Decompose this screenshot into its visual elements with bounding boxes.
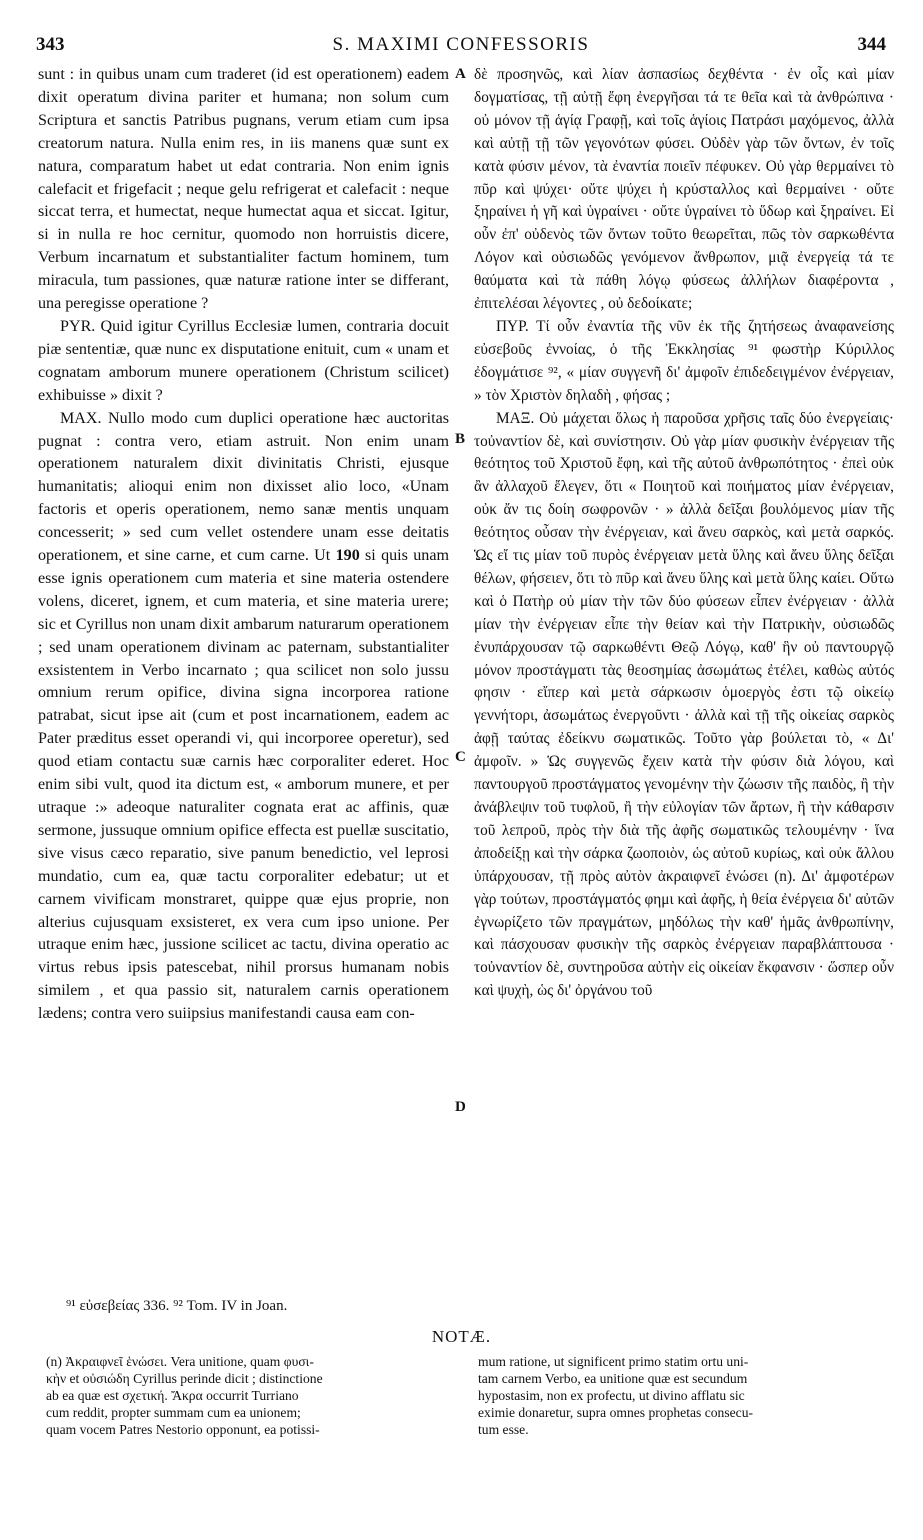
note-line: tum esse. bbox=[478, 1422, 529, 1437]
note-line: mum ratione, ut significent primo statim ortu uni- bbox=[478, 1354, 749, 1369]
notes-left-column bbox=[46, 1353, 461, 1438]
note-line: cum reddit, propter summam cum ea unionem; bbox=[46, 1405, 301, 1420]
note-line: κὴν et οὐσιώδη Cyrillus perinde dicit ; distinctione bbox=[46, 1371, 323, 1386]
note-line: hypostasim, non ex profectu, ut divino afflatu sic bbox=[478, 1388, 745, 1403]
greek-paragraph: δὲ προσηνῶς, καὶ λίαν ἀσπασίως δεχθέντα · ἐν οἷς καὶ μίαν δογματίσας, τῇ αὐτῇ ἔφη ἐνεργῆσαι τά τε θεῖα καὶ τὰ ἀνθρώπινα · οὐ μόνον τῇ ἁγίᾳ Γραφῇ, καὶ τοῖς ἁγίοις Πατράσι μαχόμενος, ἀλλὰ καὶ αὐτῇ τῇ τῶν γεγονότων φύσει. Οὐδὲν γὰρ τῶν ὄντων, ἐν τοῖς κατὰ φύσιν μένον, τὰ ἐναντία ποιεῖν πέφυκεν. Οὐ γὰρ θερμαίνει τὸ πῦρ καὶ ψύχει· οὔτε ψύχει ἡ κρύσταλλος καὶ θερμαίνει · οὔτε ξηραίνει ἡ γῆ καὶ ὑγραίνει · οὔτε ὑγραίνει τὸ ὕδωρ καὶ ξηραίνει. Εἰ οὖν ἐπ' οὐδενὸς τῶν ὄντων τοῦτο θεωρεῖται, πῶς τὸν σαρκωθέντα Λόγον καὶ οὐσιωδῶς γενόμενον ἄνθρωπον, μιᾷ ἐνεργείᾳ τά τε θαύματα καὶ τὰ πάθη λόγῳ φύσεως ἀλλήλων διαφέροντα , ἐπιτελέσαι λέγοντες , οὐ δεδοίκατε; bbox=[474, 66, 894, 313]
note-line: (n) Ἀκραιφνεῖ ἑνώσει. Vera unitione, quam φυσι- bbox=[46, 1354, 314, 1369]
greek-paragraph-maximus: ΜΑΞ. Οὐ μάχεται ὅλως ἡ παροῦσα χρῆσις ταῖς δύο ἐνεργείαις· τοὐναντίον δὲ, καὶ συνίστησιν. Οὐ γὰρ μίαν φυσικὴν ἐνέργειαν τῆς θεότητος τοῦ Χριστοῦ ἔφη, καὶ τῆς αὐτοῦ ἀνθρωπότητος · ἐπεὶ οὐκ ἂν ἀλλαχοῦ ἔλεγεν, ὅτι « Ποιητοῦ καὶ ποιήματος μίαν ἐνέργειαν, οὐκ ἄν τις δοίη σωφρονῶν · » ἀλλὰ δεῖξαι βουλόμενος μίαν τῆς θεότητος οὖσαν τὴν ἐνέργειαν, καὶ ἄνευ σαρκὸς, καὶ μετὰ σαρκός. Ὡς εἴ τις μίαν τοῦ πυρὸς ἐνέργειαν μετὰ ὕλης καὶ ἄνευ ὕλης δεῖξαι θέλων, φήσειεν, ὅτι τὸ πῦρ καὶ ἄνευ ὕλης καὶ μετὰ ὕλης καίει. Οὕτω καὶ ὁ Πατὴρ οὐ μίαν τὴν τῶν δύο φύσεων εἶπεν ἐνέργειαν · ἀλλὰ μίαν τὴν ἐνέργειαν εἶπε τὴν θείαν καὶ τὴν Πατρικὴν, οὐσιωδῶς ἐνυπάρχουσαν τῷ σαρκωθέντι Θεῷ Λόγῳ, καθ' ἣν οὐ παντουργῷ μόνον προστάγματι τὰς θεοσημίας ἀσωμάτως ἐτέλει, καθὼς αὐτός φησιν · εἴπερ καὶ μετὰ σάρκωσιν ὁμοεργὸς ἐστι τῷ οἰκείῳ γεννήτορι, ἀσωμάτως ἐνεργοῦντι · ἀλλὰ καὶ τῇ τῆς οἰκείας σαρκὸς ἀφῇ ταύτας ἐδείκνυ σωματικῶς. Τοῦτο γὰρ βούλεται τὸ, « Δι' ἀμφοῖν. » Ὡς συγγενῶς ἔχειν κατὰ τὴν φύσιν διὰ λόγου, καὶ παντουργοῦ προστάγματος γενομένην τὴν ζώωσιν τῆς παιδὸς, ἢ τὴν ἀνάβλεψιν τοῦ τυφλοῦ, ἢ τὴν εὐλογίαν τῶν ἄρτων, ἢ τὴν κάθαρσιν τοῦ λεπροῦ, πρὸς τὴν διὰ τῆς ἀφῆς σωματικῶς τελουμένην · ἵνα ἀποδείξῃ καὶ τὴν σάρκα ζωοποιὸν, ὡς αὐτοῦ κυρίως, καὶ οὐκ ἄλλου ὑπάρχουσαν, τῇ πρὸς αὐτὸν ἀκραιφνεῖ ἑνώσει (n). Δι' ἀμφοτέρων γὰρ τούτων, προστάγματός φημι καὶ ἀφῆς, ἡ θεία ἐνέργεια δι' αὐτῶν ἐγνωρίζετο τῶν πραγμάτων, μηδόλως τὴν καθ' ἡμᾶς ἀνθρωπίνην, καὶ πάσχουσαν φυσικὴν τῆς σαρκὸς ἐνέργειαν παραβλάπτουσα · τοὐναντίον δὲ, συντηροῦσα αὐτὴν εἰς οἰκείαν ἔκφανσιν · ὥσπερ οὖν καὶ ψυχὴ, ὡς δι' ὀργάνου τοῦ bbox=[474, 409, 894, 1000]
note-line: eximie donaretur, supra omnes prophetas consecu- bbox=[478, 1405, 754, 1420]
margin-marker-c: C bbox=[455, 749, 466, 765]
note-line: tam carnem Verbo, ea unitione quæ est secundum bbox=[478, 1371, 748, 1386]
page-number-left: 343 bbox=[36, 34, 65, 55]
latin-paragraph: sunt : in quibus unam cum traderet (id est operationem) eadem dixit operatum divina pariter et humana; non solum cum Scriptura et sanctis Patribus pugnans, verum etiam cum ipsa creatorum natura. Nulla enim res, in iis manens quæ sunt ex natura, comparatum habet ut edat contraria. Non enim ignis calefacit et frigefacit ; neque gelu refrigerat et calefacit : neque siccat terra, et humectat, neque humectat aqua et siccat. Igitur, si in nulla re hoc cernitur, quomodo non horruistis dicere, Verbum incarnatum et substantialiter factum hominem, tum miracula, tum passiones, quæ naturæ ratione inter se differant, una peregisse operatione ? bbox=[38, 66, 449, 313]
page-header bbox=[30, 34, 892, 60]
note-line: ab ea quæ est σχετική. Ἄκρα occurrit Turriano bbox=[46, 1388, 299, 1403]
notes-heading: NOTÆ. bbox=[431, 1327, 492, 1346]
note-line: quam vocem Patres Nestorio opponunt, ea potissi- bbox=[46, 1422, 320, 1437]
greek-paragraph-pyrrhus: ΠΥΡ. Τί οὖν ἐναντία τῆς νῦν ἐκ τῆς ζητήσεως ἀναφανείσης εὐσεβοῦς ἐννοίας, ὁ τῆς Ἐκκλησίας ⁹¹ φωστὴρ Κύριλλος ἐδογμάτισε ⁹², « μίαν συγγενῆ δι' ἀμφοῖν ἐπιδεδειγμένον ἐνέργειαν, » τὸν Χριστὸν δηλαδὴ , φήσας ; bbox=[474, 317, 894, 404]
notes-right-column bbox=[478, 1353, 890, 1438]
footnotes: ⁹¹ εὐσεβείας 336. ⁹² Tom. IV in Joan. bbox=[66, 1298, 288, 1314]
latin-text: MAX. Nullo modo cum duplici operatione hæc auctoritas pugnat : contra vero, etiam astruit. Non enim unam operationem naturalem dixit divinitatis Christi, ejusque humanitatis; alioqui enim non dixisset alio loco, «Unam factoris et operis operationem, nemo sanæ mentis unquam concesserit; » sed cum vellet ostendere unam esse deitatis operationem, et sine carne, et cum carne. Ut bbox=[38, 409, 449, 565]
margin-marker-d: D bbox=[455, 1099, 466, 1115]
running-title: S. MAXIMI CONFESSORIS bbox=[332, 34, 590, 55]
latin-column bbox=[38, 64, 449, 1026]
margin-marker-b: B bbox=[455, 431, 466, 447]
page-number-right: 344 bbox=[857, 34, 886, 55]
latin-paragraph-maximus bbox=[38, 408, 449, 1026]
latin-text: si quis unam esse ignis operationem cum materia et sine materia ostendere volens, diceret, ignem, et cum materia, et sine materia urere; sic et Cyrillus non unam dixit ambarum naturarum operationem ; sed unam operationem divinam ac paternam, substantialiter exsistentem in Verbo incarnato ; qua scilicet non solo jussu omnium rerum opifice, divina signa incorporea ratione patrabat, sicut ipse ait (cum et post incarnationem, eadem ac Pater præditus esset operandi vi, qui incorporee operetur), sed quod etiam contactu suæ carnis hæc corporaliter ederet. Hoc enim sibi vult, quod ita dictum est, « amborum munere, et per utraque :» adeoque naturaliter cognata erat ac affinis, quæ sermone, jussuque omnium opifice effecta est puellæ suscitatio, sive visus cæco reparatio, sive panum benedictio, vel leprosi mundatio, cum ea, quæ tactu corporaliter edebatur; ut et carnem vivificam monstraret, quippe quæ ejus proprie, non alterius cujusquam exsisteret, ex vera cum ipso unione. Per utraque enim hæc, jussione scilicet ac tactu, divina operatio ac virtus rebus ipsis patescebat, nihil prorsus humanam nobis similem , et qua passio sit, naturalem carnis operationem lædens; contra vero suiipsius manifestandi causa eam con- bbox=[38, 547, 449, 1023]
column-number: 190 bbox=[335, 547, 360, 565]
margin-marker-a: A bbox=[455, 66, 466, 82]
latin-paragraph-pyrrhus: PYR. Quid igitur Cyrillus Ecclesiæ lumen, contraria docuit piæ sententiæ, quæ nunc ex disputatione enituit, cum « unam et cognatam amborum munere operationem (Christum scilicet) exhibuisse » dixit ? bbox=[38, 317, 449, 404]
greek-column bbox=[474, 64, 894, 1003]
